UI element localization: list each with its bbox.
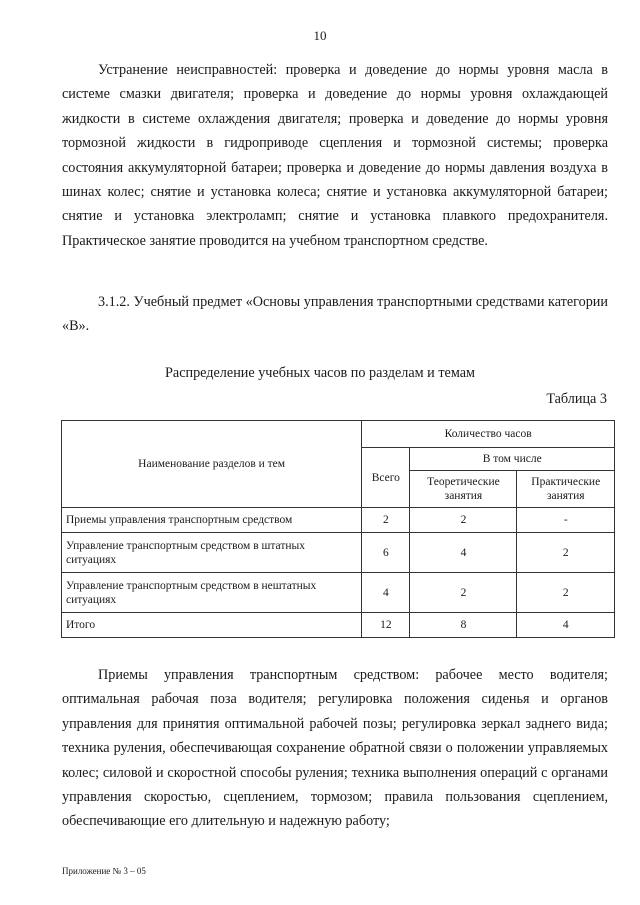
row-total: 6	[362, 533, 410, 573]
table-heading: Распределение учебных часов по разделам и темам	[165, 365, 475, 381]
row-theory: 8	[410, 613, 517, 638]
row-name: Управление транспортным средством в штатных ситуациях	[62, 533, 362, 573]
hours-table	[61, 420, 615, 638]
header-hours: Количество часов	[362, 421, 615, 448]
header-including: В том числе	[410, 448, 615, 471]
table-row	[62, 508, 615, 533]
row-total: 4	[362, 573, 410, 613]
table-label: Таблица 3	[546, 391, 607, 407]
row-practice: 2	[517, 533, 615, 573]
row-name: Итого	[62, 613, 362, 638]
footer-appendix: Приложение № 3 – 05	[62, 866, 146, 876]
row-name: Приемы управления транспортным средством	[62, 508, 362, 533]
table-row-total	[62, 613, 615, 638]
row-practice: 2	[517, 573, 615, 613]
row-name: Управление транспортным средством в нештатных ситуациях	[62, 573, 362, 613]
row-practice: -	[517, 508, 615, 533]
row-practice: 4	[517, 613, 615, 638]
paragraph-subject-title: 3.1.2. Учебный предмет «Основы управления транспортными средствами категории «В».	[62, 294, 608, 335]
header-practice: Практические занятия	[517, 471, 615, 508]
paragraph-maintenance: Устранение неисправностей: проверка и доведение до нормы уровня масла в системе смазки двигателя; проверка и доведение до нормы уровня охлаждающей жидкости в системе охлаждения двигателя; проверка и доведение до нормы уровня тормозной жидкости в гидроприводе сцепления и тормозной системы; проверка состояния аккумуляторной батареи; проверка и доведение до нормы давления воздуха в шинах колес; снятие и установка колеса; снятие и установка аккумуляторной батареи; снятие и установка электроламп; снятие и установка плавкого предохранителя. Практическое занятие проводится на учебном транспортном средстве.	[62, 62, 608, 249]
table-row	[62, 573, 615, 613]
header-name: Наименование разделов и тем	[62, 421, 362, 508]
row-theory: 4	[410, 533, 517, 573]
paragraph-driving-techniques: Приемы управления транспортным средством: рабочее место водителя; оптимальная рабочая поза водителя; регулировка положения сиденья и органов управления для принятия оптимальной рабочей позы; регулировка зеркал заднего вида; техника руления, обеспечивающая сохранение обратной связи о положении управляемых колес; силовой и скоростной способы руления; техника выполнения операций с органами управления скоростью, сцеплением, тормозом; правила пользования сцеплением, обеспечивающие его длительную и надежную работу;	[62, 667, 608, 830]
row-total: 2	[362, 508, 410, 533]
header-total: Всего	[362, 448, 410, 508]
header-theory: Теоретические занятия	[410, 471, 517, 508]
page-number: 10	[313, 28, 327, 43]
table-row	[62, 533, 615, 573]
row-theory: 2	[410, 508, 517, 533]
row-total: 12	[362, 613, 410, 638]
row-theory: 2	[410, 573, 517, 613]
